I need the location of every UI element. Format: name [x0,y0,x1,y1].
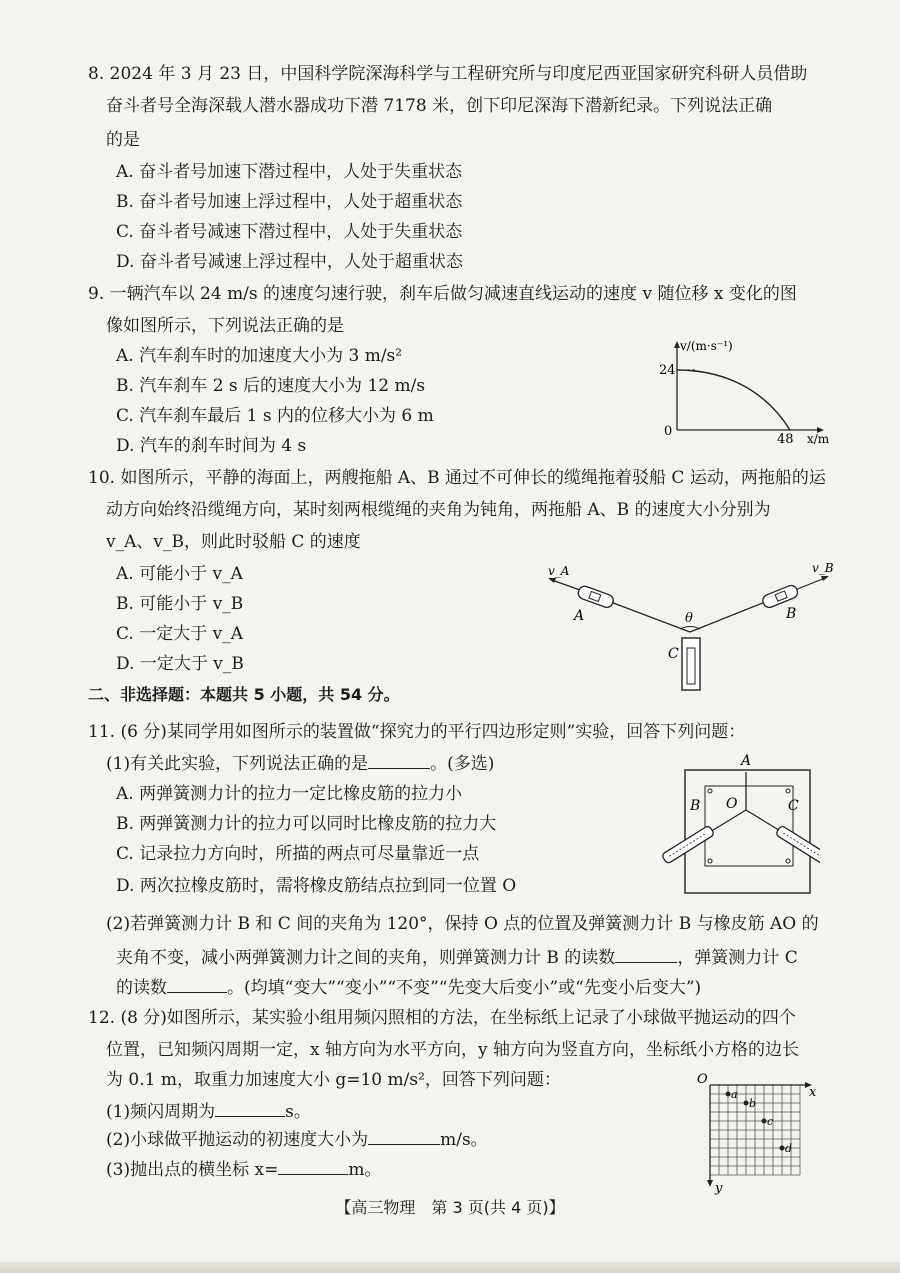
q11-option-c: C. 记录拉力方向时，所描的两点可尽量靠近一点 [116,844,480,864]
q10-label-a: A [574,608,585,624]
q10-barge-c [682,638,700,690]
q12-point-c [762,1119,767,1124]
q11-pin-4 [786,859,790,863]
q11-part2-line2 [116,944,798,970]
q12-part2 [106,1126,488,1152]
q8-stem-line2: 奋斗者号全海深载人潜水器成功下潜 7178 米，创下印尼深海下潜新纪录。下列说法正确 [106,96,773,116]
q10-vb-arrowhead-icon [821,576,829,581]
q11-label-o: O [726,796,738,812]
q10-tugboat-diagram [540,560,840,695]
q11-stem: 11. (6 分)某同学用如图所示的装置做“探究力的平行四边形定则”实验，回答下列问题： [88,722,746,742]
q12-part1-blank[interactable] [215,1098,285,1117]
q11-part1-end: 。(多选) [430,754,495,774]
q10-label-theta: θ [685,611,693,626]
q12-point-b [744,1101,749,1106]
q11-part2-blank-b[interactable] [615,944,677,963]
q9-option-a: A. 汽车刹车时的加速度大小为 3 m/s² [116,346,403,366]
q12-label-b: b [749,1097,757,1110]
q11-string-c [746,810,782,832]
q12-stem-line3: 为 0.1 m，取重力加速度大小 g=10 m/s²，回答下列问题： [106,1070,561,1090]
q12-part2-blank[interactable] [368,1126,440,1145]
q11-apparatus-diagram [650,752,820,897]
q8-option-b: B. 奋斗者号加速上浮过程中，人处于超重状态 [116,192,463,212]
q10-stem-line1: 10. 如图所示，平静的海面上，两艘拖船 A、B 通过不可伸长的缆绳拖着驳船 C 运动，两拖船的运 [88,468,826,488]
q9-stem-line2: 像如图所示，下列说法正确的是 [106,316,344,336]
q11-part2-line3 [116,974,701,1000]
q11-part2-line2-text: 夹角不变，减小两弹簧测力计之间的夹角，则弹簧测力计 B 的读数 [116,948,616,968]
q9-graph-curve [677,370,790,430]
q10-option-a: A. 可能小于 v_A [116,564,243,584]
q12-part3 [106,1156,381,1182]
q11-string-b [710,810,746,832]
q10-option-d: D. 一定大于 v_B [116,654,244,674]
q9-graph-x-label: x/m [807,432,830,445]
q10-label-vb: v_B [812,561,834,575]
q9-graph-x-end-label: 48 [777,432,794,445]
q11-spring-balance-b [661,825,714,864]
q9-velocity-displacement-graph [655,335,845,445]
q8-stem-line1: 8. 2024 年 3 月 23 日，中国科学院深海科学与工程研究所与印度尼西亚国家研究科研人员借助 [88,64,808,84]
page-footer: 【高三物理 第 3 页(共 4 页)】 [335,1198,565,1217]
q10-label-b: B [786,606,797,622]
q11-part2-line2-end: ，弹簧测力计 C [677,948,798,968]
q9-option-c: C. 汽车刹车最后 1 s 内的位移大小为 6 m [116,406,434,426]
q12-part1 [106,1098,311,1124]
q11-part2-blank-c[interactable] [167,974,227,993]
q12-label-a: a [731,1088,738,1101]
q12-part2-text: (2)小球做平抛运动的初速度大小为 [106,1130,369,1150]
q12-part1-end: s。 [285,1102,311,1122]
q12-stem-line1: 12. (8 分)如图所示，某实验小组用频闪照相的方法，在坐标纸上记录了小球做平抛运动的四个 [88,1008,796,1028]
q10-option-c: C. 一定大于 v_A [116,624,243,644]
q10-stem-line3: v_A、v_B，则此时驳船 C 的速度 [106,532,361,552]
q11-part2-line3-text: 的读数 [116,978,167,998]
q8-option-d: D. 奋斗者号减速上浮过程中，人处于超重状态 [116,252,463,272]
q10-option-b: B. 可能小于 v_B [116,594,244,614]
q9-option-b: B. 汽车刹车 2 s 后的速度大小为 12 m/s [116,376,426,396]
q12-part1-text: (1)频闪周期为 [106,1102,216,1122]
q8-option-a: A. 奋斗者号加速下潜过程中，人处于失重状态 [116,162,463,182]
q12-label-x: x [809,1085,817,1100]
q11-paper [705,786,793,866]
q11-option-a: A. 两弹簧测力计的拉力一定比橡皮筋的拉力小 [116,784,463,804]
q11-part1-blank[interactable] [368,750,430,769]
q12-grid-diagram [695,1070,825,1195]
q12-part3-end: m。 [348,1160,382,1180]
q10-stem-line2: 动方向始终沿缆绳方向，某时刻两根缆绳的夹角为钝角，两拖船 A、B 的速度大小分别为 [106,500,771,520]
q9-option-d: D. 汽车的刹车时间为 4 s [116,436,307,456]
q12-point-d [780,1146,785,1151]
q11-part1-text: (1)有关此实验，下列说法正确的是 [106,754,369,774]
q12-label-c: c [767,1115,774,1128]
q11-pin-3 [708,859,712,863]
q12-point-a [726,1092,731,1097]
q11-label-c: C [788,798,799,814]
q10-label-c: C [668,646,679,662]
q11-spring-balance-c [775,825,820,864]
q11-part2-line1: (2)若弹簧测力计 B 和 C 间的夹角为 120°，保持 O 点的位置及弹簧测力计 B 与橡皮筋 AO 的 [106,914,819,934]
q12-label-d: d [785,1142,793,1155]
q12-part3-blank[interactable] [278,1156,348,1175]
q8-stem-line3: 的是 [106,130,140,150]
q10-tugboat-a [577,585,615,610]
q9-graph-origin-label: 0 [664,424,673,439]
q10-va-arrowhead-icon [548,578,556,583]
q12-label-o: O [697,1072,708,1087]
q12-y-arrow-icon [707,1180,713,1187]
page-bottom-shadow [0,1262,900,1273]
q11-pin-2 [786,789,790,793]
q11-pin-1 [708,789,712,793]
section-2-heading: 二、非选择题：本题共 5 小题，共 54 分。 [88,685,400,704]
q10-label-va: v_A [548,564,570,578]
q11-label-a: A [741,753,752,769]
q10-va-arrow [552,580,580,590]
q12-label-y: y [715,1181,723,1195]
q10-vb-arrow [795,578,825,590]
q11-part2-line3-end: 。(均填“变大”“变小”“不变”“先变大后变小”或“先变小后变大”) [227,978,702,998]
q11-option-d: D. 两次拉橡皮筋时，需将橡皮筋结点拉到同一位置 O [116,876,517,896]
q9-graph-y-label: v/(m·s⁻¹) [680,339,733,353]
q8-option-c: C. 奋斗者号减速下潜过程中，人处于失重状态 [116,222,463,242]
q11-option-b: B. 两弹簧测力计的拉力可以同时比橡皮筋的拉力大 [116,814,497,834]
q9-stem-line1: 9. 一辆汽车以 24 m/s 的速度匀速行驶，刹车后做匀减速直线运动的速度 v 随位移 x 变化的图 [88,284,797,304]
q12-part3-text: (3)抛出点的横坐标 x= [106,1160,279,1180]
q12-part2-end: m/s。 [440,1130,488,1150]
q12-stem-line2: 位置，已知频闪周期一定，x 轴方向为水平方向，y 轴方向为竖直方向，坐标纸小方格的边长 [106,1040,799,1060]
q11-part1 [106,750,494,776]
q11-label-b: B [690,798,701,814]
q9-graph-v0-label: 24 [659,363,676,378]
